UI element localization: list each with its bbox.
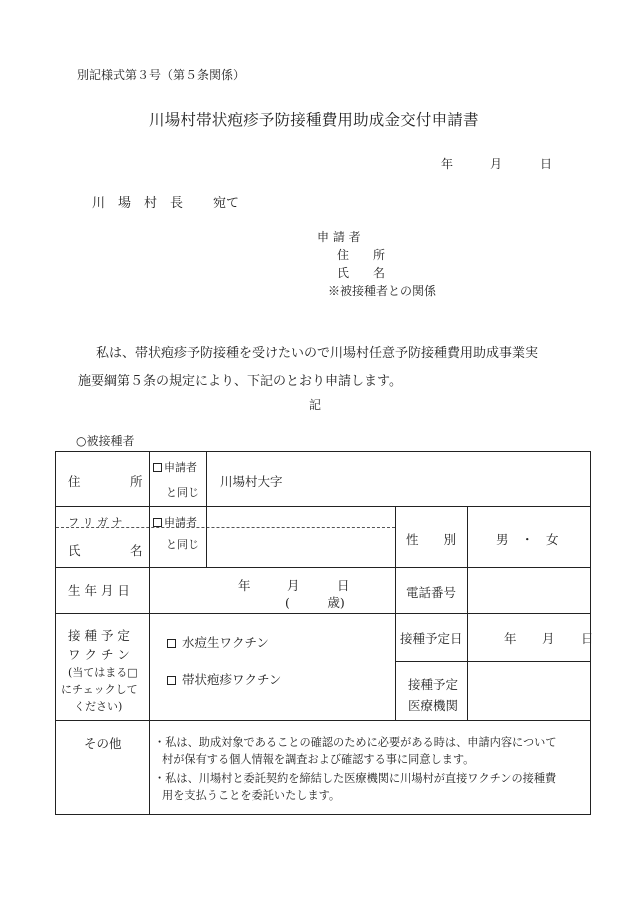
vaccine-option-1-row xyxy=(167,633,269,651)
birth-month: 月 xyxy=(287,578,300,593)
same-as-checkbox[interactable] xyxy=(153,463,162,472)
vaccine-option-2: 帯状疱疹ワクチン xyxy=(181,672,282,687)
addressee-suffix: 宛て xyxy=(213,196,240,211)
form-table xyxy=(55,451,594,815)
same-as-applicant-2 xyxy=(153,514,197,530)
same-as-applicant-1 xyxy=(153,459,197,475)
same-as-text-2: と同じ xyxy=(166,486,199,499)
name-label-1: 氏 xyxy=(68,543,81,558)
institution-label-1: 接種予定 xyxy=(408,677,459,692)
same-as-text-1: 申請者 xyxy=(164,461,197,474)
other-label: その他 xyxy=(84,736,122,751)
vaccine-label-4: にチェックして xyxy=(61,683,138,696)
age: ( 歳) xyxy=(285,595,345,610)
applicant-name: 氏 名 xyxy=(337,266,386,280)
other-2a: ・私は、川場村と委託契約を締結した医療機関に川場村が直接ワクチンの接種費 xyxy=(154,772,557,785)
furigana-label: フ リ ガ ナ xyxy=(68,516,123,529)
birth-label: 生 年 月 日 xyxy=(68,583,130,598)
gender-value[interactable]: 男 ・ 女 xyxy=(496,532,559,547)
vaccine-label-3: (当てはまる□ xyxy=(68,666,138,679)
scheduled-date-label: 接種予定日 xyxy=(400,631,463,646)
same-as-checkbox-2[interactable] xyxy=(153,518,162,527)
sched-month: 月 xyxy=(542,631,555,646)
phone-label: 電話番号 xyxy=(406,585,457,600)
same-as-text-4: と同じ xyxy=(166,538,199,551)
sched-day: 日 xyxy=(581,631,594,646)
institution-label-2: 医療機関 xyxy=(408,698,459,713)
other-2b: 用を支払うことを委託いたします。 xyxy=(162,789,341,802)
name-label-2: 名 xyxy=(130,543,143,558)
document-title: 川場村帯状疱疹予防接種費用助成金交付申請書 xyxy=(149,111,479,129)
vaccine-option-2-row xyxy=(167,670,281,688)
birth-day: 日 xyxy=(337,578,350,593)
same-as-text-3: 申請者 xyxy=(164,516,197,529)
applicant-relation: ※被接種者との関係 xyxy=(328,284,437,298)
date-day: 日 xyxy=(540,157,553,171)
other-1b: 村が保有する個人情報を調査および確認する事に同意します。 xyxy=(162,753,475,766)
date-year: 年 xyxy=(441,157,454,171)
address-label-2: 所 xyxy=(130,474,143,489)
sched-year: 年 xyxy=(504,631,517,646)
body-line-1: 私は、帯状疱疹予防接種を受けたいので川場村任意予防接種費用助成事業実 xyxy=(96,346,539,361)
vaccine-option-1: 水痘生ワクチン xyxy=(181,635,269,650)
birth-year: 年 xyxy=(238,578,251,593)
vaccine-option-1-checkbox[interactable] xyxy=(167,639,176,648)
addressee-name: 川 場 村 長 xyxy=(92,196,184,211)
vaccine-label-5: ください) xyxy=(74,700,123,713)
address-label-1: 住 xyxy=(68,474,81,489)
gender-label: 性 別 xyxy=(406,532,457,547)
ki-label: 記 xyxy=(309,398,322,412)
vaccine-label-2: ワ ク チ ン xyxy=(68,647,130,662)
other-1a: ・私は、助成対象であることの確認のために必要がある時は、申請内容について xyxy=(154,736,557,749)
date-month: 月 xyxy=(490,157,503,171)
vaccine-label-1: 接 種 予 定 xyxy=(68,628,130,643)
form-number: 別記様式第３号（第５条関係） xyxy=(77,68,246,82)
applicant-label: 申 請 者 xyxy=(317,230,361,244)
vaccine-option-2-checkbox[interactable] xyxy=(167,676,176,685)
applicant-address: 住 所 xyxy=(337,248,386,262)
address-value: 川場村大字 xyxy=(220,474,283,489)
body-line-2: 施要綱第５条の規定により、下記のとおり申請します。 xyxy=(78,374,402,389)
section-label: ○被接種者 xyxy=(76,434,135,448)
